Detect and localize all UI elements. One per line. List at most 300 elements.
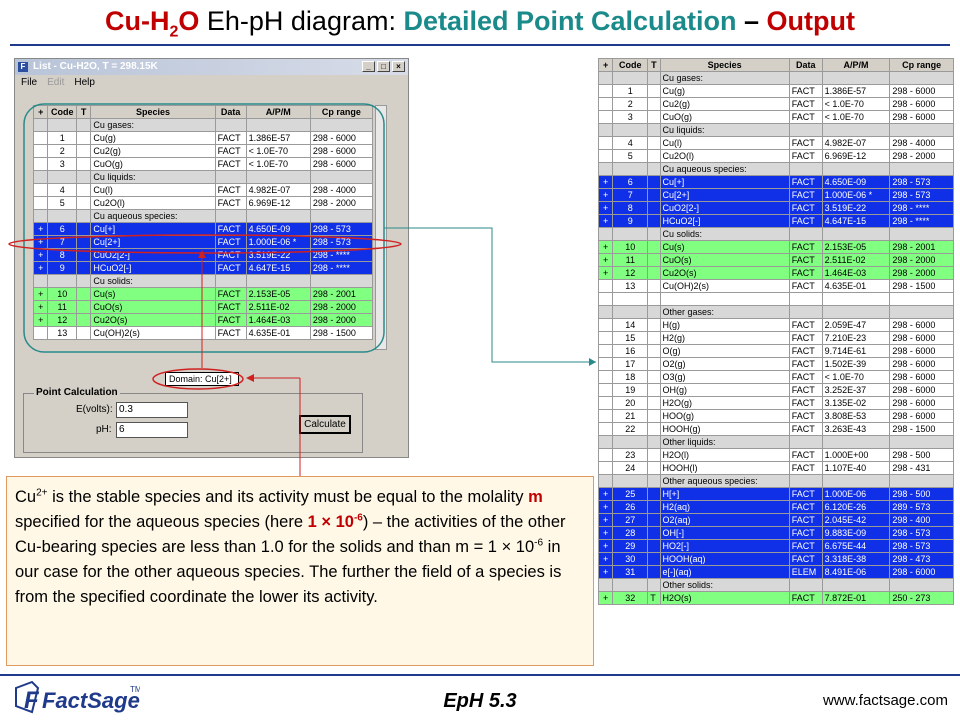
cp-range-cell: 298 - 6000 xyxy=(890,98,954,111)
column-header[interactable]: Data xyxy=(215,106,246,119)
t-cell xyxy=(76,327,90,340)
species-row[interactable] xyxy=(599,527,954,540)
code-cell: 19 xyxy=(613,384,648,397)
cp-range-cell xyxy=(890,228,954,241)
t-cell xyxy=(648,449,660,462)
species-grid xyxy=(33,105,373,340)
column-header[interactable]: Data xyxy=(789,59,822,72)
menu-edit[interactable]: Edit xyxy=(47,77,65,88)
data-cell xyxy=(789,293,822,306)
page-number: EpH 5.3 xyxy=(443,690,517,712)
data-cell: FACT xyxy=(789,423,822,436)
code-cell: 17 xyxy=(613,358,648,371)
species-row[interactable] xyxy=(34,197,373,210)
cp-range-cell: 298 - 2000 xyxy=(310,197,372,210)
code-cell: 22 xyxy=(613,423,648,436)
apm-cell xyxy=(822,579,890,592)
section-row[interactable] xyxy=(34,275,373,288)
t-cell xyxy=(76,262,90,275)
cp-range-cell: 298 - 2000 xyxy=(890,267,954,280)
species-row[interactable] xyxy=(34,223,373,236)
apm-cell: 1.464E-03 xyxy=(822,267,890,280)
cp-range-cell: 298 - **** xyxy=(890,215,954,228)
section-row[interactable] xyxy=(34,171,373,184)
species-cell: OH(g) xyxy=(660,384,789,397)
note-text: ) – the activities of the other Cu-bearing species are less than 1.0 for the solids and than m = 1 × 10 xyxy=(15,513,566,556)
apm-cell: 2.059E-47 xyxy=(822,319,890,332)
window-titlebar[interactable] xyxy=(15,59,408,75)
ph-input[interactable]: 6 xyxy=(116,422,188,438)
menu-bar xyxy=(15,75,408,91)
species-row[interactable] xyxy=(599,488,954,501)
t-cell xyxy=(648,410,660,423)
cp-range-cell: 298 - 2000 xyxy=(890,254,954,267)
species-row[interactable] xyxy=(599,332,954,345)
species-row[interactable] xyxy=(34,158,373,171)
data-cell: FACT xyxy=(215,236,246,249)
code-cell: 16 xyxy=(613,345,648,358)
column-header[interactable]: T xyxy=(76,106,90,119)
plus-cell: + xyxy=(599,215,613,228)
data-cell: FACT xyxy=(789,202,822,215)
species-row[interactable] xyxy=(599,397,954,410)
cp-range-cell: 298 - 6000 xyxy=(890,111,954,124)
code-cell: 6 xyxy=(613,176,648,189)
plus-cell xyxy=(599,423,613,436)
t-cell xyxy=(648,488,660,501)
apm-cell: 6.120E-26 xyxy=(822,501,890,514)
plus-cell xyxy=(34,145,48,158)
code-cell xyxy=(613,306,648,319)
species-cell: Cu2(g) xyxy=(91,145,215,158)
species-row[interactable] xyxy=(599,358,954,371)
code-cell: 18 xyxy=(613,371,648,384)
column-header[interactable]: + xyxy=(34,106,48,119)
cp-range-cell: 298 - 6000 xyxy=(890,332,954,345)
title-part: Detailed Point Calculation xyxy=(403,6,737,36)
section-row[interactable] xyxy=(599,163,954,176)
species-cell: Other gases: xyxy=(660,306,789,319)
cp-range-cell: 298 - 2000 xyxy=(310,314,372,327)
column-header[interactable]: T xyxy=(648,59,660,72)
data-cell: FACT xyxy=(789,215,822,228)
apm-cell xyxy=(246,171,310,184)
column-header[interactable]: Species xyxy=(660,59,789,72)
data-cell: FACT xyxy=(215,197,246,210)
apm-cell xyxy=(822,436,890,449)
t-cell xyxy=(648,280,660,293)
t-cell xyxy=(648,98,660,111)
cp-range-cell: 298 - 1500 xyxy=(310,327,372,340)
apm-cell: 6.969E-12 xyxy=(246,197,310,210)
t-cell xyxy=(648,579,660,592)
apm-cell: 4.982E-07 xyxy=(822,137,890,150)
species-row[interactable] xyxy=(599,384,954,397)
title-sub: 2 xyxy=(169,23,179,41)
cp-range-cell: 298 - 6000 xyxy=(890,566,954,579)
plus-cell xyxy=(599,436,613,449)
header-row xyxy=(599,59,954,72)
species-cell: O2(g) xyxy=(660,358,789,371)
plus-cell xyxy=(599,384,613,397)
plus-cell xyxy=(599,72,613,85)
column-header[interactable]: Code xyxy=(48,106,76,119)
apm-cell: 9.714E-61 xyxy=(822,345,890,358)
plus-cell xyxy=(599,332,613,345)
plus-cell xyxy=(599,280,613,293)
plus-cell: + xyxy=(599,267,613,280)
column-header[interactable]: A/P/M xyxy=(246,106,310,119)
species-row[interactable] xyxy=(599,449,954,462)
t-cell xyxy=(648,254,660,267)
data-cell xyxy=(789,163,822,176)
t-cell xyxy=(648,436,660,449)
data-cell: FACT xyxy=(789,514,822,527)
section-row[interactable] xyxy=(599,306,954,319)
plus-cell xyxy=(599,345,613,358)
apm-cell: 1.000E-06 xyxy=(822,488,890,501)
t-cell xyxy=(648,475,660,488)
species-row[interactable] xyxy=(599,293,954,306)
apm-cell xyxy=(822,228,890,241)
species-cell: CuO2[2-] xyxy=(91,249,215,262)
cp-range-cell: 298 - 4000 xyxy=(890,137,954,150)
plus-cell xyxy=(34,132,48,145)
apm-cell: 1.502E-39 xyxy=(822,358,890,371)
species-row[interactable] xyxy=(599,319,954,332)
apm-cell: < 1.0E-70 xyxy=(822,111,890,124)
apm-cell: 2.511E-02 xyxy=(822,254,890,267)
cp-range-cell: 298 - 500 xyxy=(890,449,954,462)
connector-arrowhead xyxy=(589,358,596,366)
t-cell xyxy=(76,314,90,327)
code-cell xyxy=(613,124,648,137)
data-cell: FACT xyxy=(789,410,822,423)
plus-cell xyxy=(34,197,48,210)
code-cell: 20 xyxy=(613,397,648,410)
cp-range-cell: 298 - 1500 xyxy=(890,280,954,293)
code-cell: 31 xyxy=(613,566,648,579)
cp-range-cell: 298 - 6000 xyxy=(890,371,954,384)
section-row[interactable] xyxy=(599,436,954,449)
cp-range-cell: 298 - 573 xyxy=(890,189,954,202)
plus-cell xyxy=(599,319,613,332)
cp-range-cell: 298 - 6000 xyxy=(310,132,372,145)
apm-cell: 4.635E-01 xyxy=(246,327,310,340)
cp-range-cell: 298 - 6000 xyxy=(890,358,954,371)
t-cell xyxy=(76,145,90,158)
species-row[interactable] xyxy=(599,423,954,436)
t-cell xyxy=(648,345,660,358)
column-header[interactable]: A/P/M xyxy=(822,59,890,72)
data-cell: FACT xyxy=(215,132,246,145)
data-cell: FACT xyxy=(215,145,246,158)
species-row[interactable] xyxy=(599,540,954,553)
species-row[interactable] xyxy=(599,410,954,423)
svg-text:F: F xyxy=(24,687,39,714)
plus-cell xyxy=(599,85,613,98)
plus-cell xyxy=(599,358,613,371)
plus-cell: + xyxy=(599,514,613,527)
t-cell xyxy=(648,423,660,436)
species-cell: Cu2O(l) xyxy=(660,150,789,163)
species-row[interactable] xyxy=(599,371,954,384)
code-cell: 4 xyxy=(613,137,648,150)
cp-range-cell: 298 - 573 xyxy=(310,223,372,236)
plus-cell xyxy=(599,371,613,384)
data-cell: FACT xyxy=(789,592,822,605)
section-row[interactable] xyxy=(599,124,954,137)
data-cell xyxy=(215,210,246,223)
apm-cell: < 1.0E-70 xyxy=(822,98,890,111)
species-cell: H2(aq) xyxy=(660,501,789,514)
species-cell: Cu2(g) xyxy=(660,98,789,111)
plus-cell: + xyxy=(599,176,613,189)
species-cell: Cu2O(s) xyxy=(91,314,215,327)
point-calculation-title: Point Calculation xyxy=(36,387,118,398)
apm-cell: 1.107E-40 xyxy=(822,462,890,475)
species-cell: CuO(s) xyxy=(91,301,215,314)
t-cell xyxy=(648,371,660,384)
t-cell xyxy=(648,358,660,371)
section-row[interactable] xyxy=(599,475,954,488)
species-row[interactable] xyxy=(599,553,954,566)
column-header[interactable]: + xyxy=(599,59,613,72)
species-row[interactable] xyxy=(34,249,373,262)
t-cell xyxy=(76,197,90,210)
plus-cell: + xyxy=(599,189,613,202)
apm-cell: < 1.0E-70 xyxy=(246,158,310,171)
code-cell: 14 xyxy=(613,319,648,332)
column-header[interactable]: Cp range xyxy=(310,106,372,119)
plus-cell: + xyxy=(599,553,613,566)
species-row[interactable] xyxy=(599,241,954,254)
cp-range-cell xyxy=(890,436,954,449)
plus-cell xyxy=(599,293,613,306)
t-cell xyxy=(76,249,90,262)
t-cell xyxy=(648,384,660,397)
species-row[interactable] xyxy=(599,150,954,163)
section-row[interactable] xyxy=(599,579,954,592)
data-cell: FACT xyxy=(789,176,822,189)
t-cell xyxy=(648,306,660,319)
apm-cell: 2.153E-05 xyxy=(246,288,310,301)
apm-cell: 3.519E-22 xyxy=(822,202,890,215)
cp-range-cell xyxy=(310,275,372,288)
code-cell xyxy=(48,210,76,223)
menu-help[interactable]: Help xyxy=(74,77,95,88)
section-row[interactable] xyxy=(34,210,373,223)
species-row[interactable] xyxy=(34,288,373,301)
header-row xyxy=(34,106,373,119)
cp-range-cell: 298 - 2001 xyxy=(310,288,372,301)
species-cell: H2O(s) xyxy=(660,592,789,605)
t-cell xyxy=(76,301,90,314)
apm-cell xyxy=(246,275,310,288)
species-cell: Cu aqueous species: xyxy=(660,163,789,176)
column-header[interactable]: Code xyxy=(613,59,648,72)
code-cell: 5 xyxy=(48,197,76,210)
data-cell xyxy=(789,72,822,85)
code-cell xyxy=(613,163,648,176)
plus-cell xyxy=(34,275,48,288)
code-cell: 13 xyxy=(613,280,648,293)
species-row[interactable] xyxy=(599,98,954,111)
note-text: Cu xyxy=(15,488,37,506)
species-row[interactable] xyxy=(34,132,373,145)
species-row[interactable] xyxy=(599,176,954,189)
cp-range-cell xyxy=(890,475,954,488)
species-row[interactable] xyxy=(599,462,954,475)
cp-range-cell: 298 - 6000 xyxy=(890,345,954,358)
column-header[interactable]: Species xyxy=(91,106,215,119)
cp-range-cell xyxy=(310,171,372,184)
code-cell: 1 xyxy=(48,132,76,145)
t-cell xyxy=(76,171,90,184)
data-cell: FACT xyxy=(789,384,822,397)
code-cell: 12 xyxy=(613,267,648,280)
code-cell: 11 xyxy=(613,254,648,267)
menu-file[interactable]: File xyxy=(21,77,38,88)
species-cell: H2O(g) xyxy=(660,397,789,410)
plus-cell: + xyxy=(599,592,613,605)
cp-range-cell xyxy=(310,119,372,132)
code-cell: 8 xyxy=(613,202,648,215)
data-cell xyxy=(789,579,822,592)
maximize-button[interactable]: □ xyxy=(377,61,390,72)
plus-cell: + xyxy=(599,501,613,514)
plus-cell xyxy=(34,327,48,340)
species-row[interactable] xyxy=(599,137,954,150)
cp-range-cell: 298 - 573 xyxy=(890,176,954,189)
species-row[interactable] xyxy=(599,254,954,267)
species-cell: Cu gases: xyxy=(660,72,789,85)
plus-cell: + xyxy=(599,527,613,540)
species-cell: OH[-] xyxy=(660,527,789,540)
species-row[interactable] xyxy=(34,145,373,158)
app-icon: F xyxy=(18,62,28,72)
plus-cell: + xyxy=(599,566,613,579)
e-volts-input[interactable]: 0.3 xyxy=(116,402,188,418)
species-row[interactable] xyxy=(599,111,954,124)
code-cell: 29 xyxy=(613,540,648,553)
t-cell xyxy=(76,132,90,145)
data-cell: FACT xyxy=(789,189,822,202)
species-cell: Cu(s) xyxy=(660,241,789,254)
cp-range-cell xyxy=(310,210,372,223)
note-sup: 2+ xyxy=(36,487,48,499)
close-button[interactable]: × xyxy=(392,61,405,72)
species-cell: Cu liquids: xyxy=(660,124,789,137)
species-cell: Other solids: xyxy=(660,579,789,592)
cp-range-cell xyxy=(890,72,954,85)
species-row[interactable] xyxy=(599,202,954,215)
t-cell xyxy=(76,288,90,301)
species-row[interactable] xyxy=(599,267,954,280)
species-cell: CuO2[2-] xyxy=(660,202,789,215)
code-cell xyxy=(613,72,648,85)
column-header[interactable]: Cp range xyxy=(890,59,954,72)
species-row[interactable] xyxy=(599,501,954,514)
website-url[interactable]: www.factsage.com xyxy=(822,692,948,709)
section-row[interactable] xyxy=(34,119,373,132)
species-row[interactable] xyxy=(599,514,954,527)
plus-cell: + xyxy=(599,540,613,553)
t-cell xyxy=(648,163,660,176)
code-cell: 3 xyxy=(48,158,76,171)
cp-range-cell: 298 - 400 xyxy=(890,514,954,527)
code-cell: 10 xyxy=(48,288,76,301)
minimize-button[interactable]: _ xyxy=(362,61,375,72)
cp-range-cell: 298 - 1500 xyxy=(890,423,954,436)
species-row[interactable] xyxy=(599,345,954,358)
connector-line xyxy=(384,228,596,362)
species-row[interactable] xyxy=(34,262,373,275)
species-row[interactable] xyxy=(34,236,373,249)
plus-cell: + xyxy=(34,301,48,314)
species-row[interactable] xyxy=(34,327,373,340)
page-title xyxy=(0,6,960,41)
scrollbar[interactable] xyxy=(375,105,387,350)
section-row[interactable] xyxy=(599,228,954,241)
note-sup: -6 xyxy=(353,512,363,524)
t-cell xyxy=(648,241,660,254)
plus-cell xyxy=(599,137,613,150)
species-row[interactable] xyxy=(34,301,373,314)
cp-range-cell: 298 - 573 xyxy=(890,540,954,553)
data-cell: FACT xyxy=(789,85,822,98)
species-cell: Cu(l) xyxy=(660,137,789,150)
cp-range-cell: 298 - 573 xyxy=(310,236,372,249)
species-row[interactable] xyxy=(599,85,954,98)
calculate-button[interactable]: Calculate xyxy=(299,415,351,434)
data-cell xyxy=(789,475,822,488)
plus-cell xyxy=(34,171,48,184)
data-cell xyxy=(789,306,822,319)
data-cell: FACT xyxy=(789,527,822,540)
cp-range-cell xyxy=(890,293,954,306)
code-cell: 8 xyxy=(48,249,76,262)
data-cell: FACT xyxy=(789,137,822,150)
apm-cell: 1.464E-03 xyxy=(246,314,310,327)
data-cell: FACT xyxy=(789,449,822,462)
plus-cell xyxy=(599,150,613,163)
data-cell: ELEM xyxy=(789,566,822,579)
species-row[interactable] xyxy=(599,189,954,202)
species-cell: Cu(g) xyxy=(660,85,789,98)
species-cell: CuO(g) xyxy=(660,111,789,124)
apm-cell: 4.647E-15 xyxy=(822,215,890,228)
species-cell: Cu(OH)2(s) xyxy=(660,280,789,293)
data-cell xyxy=(215,119,246,132)
species-row[interactable] xyxy=(34,314,373,327)
species-row[interactable] xyxy=(599,592,954,605)
species-row[interactable] xyxy=(34,184,373,197)
section-row[interactable] xyxy=(599,72,954,85)
species-row[interactable] xyxy=(599,215,954,228)
species-row[interactable] xyxy=(599,566,954,579)
t-cell xyxy=(648,137,660,150)
cp-range-cell xyxy=(890,163,954,176)
cp-range-cell: 298 - 473 xyxy=(890,553,954,566)
cp-range-cell: 298 - 2000 xyxy=(890,150,954,163)
apm-cell: 1.386E-57 xyxy=(822,85,890,98)
title-part: Cu-H xyxy=(104,6,170,36)
t-cell xyxy=(648,566,660,579)
cp-range-cell: 298 - 500 xyxy=(890,488,954,501)
apm-cell: 3.318E-38 xyxy=(822,553,890,566)
species-row[interactable] xyxy=(599,280,954,293)
